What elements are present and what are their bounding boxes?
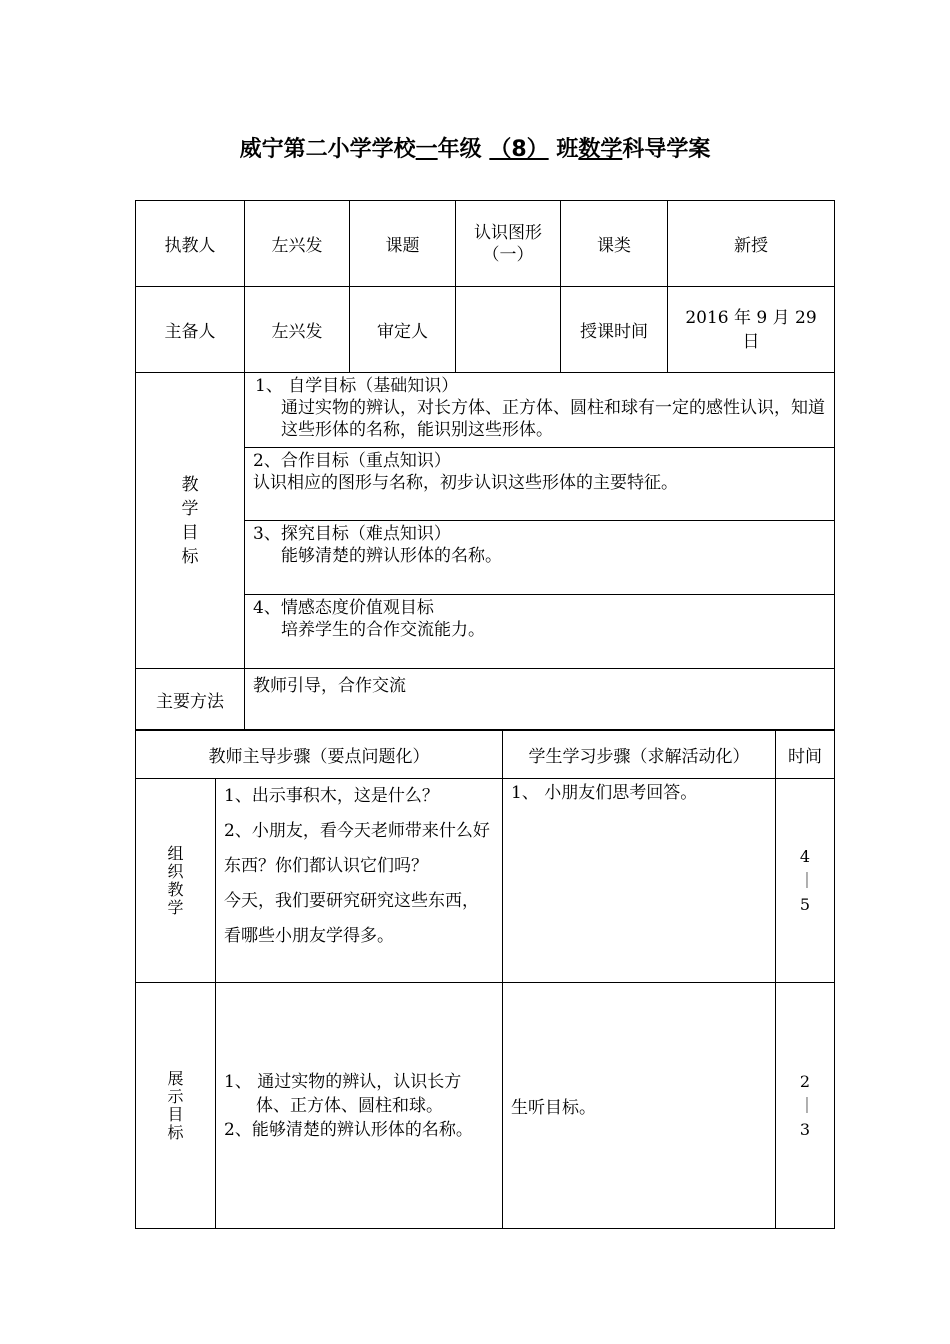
step-label: 组织教学 bbox=[167, 843, 184, 917]
step-label-cell bbox=[136, 779, 216, 983]
time-value: 4｜5 bbox=[799, 846, 816, 914]
student-steps: 生听目标。 bbox=[503, 983, 776, 1229]
goal-item bbox=[245, 521, 834, 595]
title-class-label: 班 bbox=[556, 137, 579, 162]
goal-body: 认识相应的图形与名称，初步认识这些形体的主要特征。 bbox=[253, 473, 678, 493]
preparer-value: 左兴发 bbox=[245, 287, 350, 373]
teacher-step-line: 2、小朋友，看今天老师带来什么好东西？你们都认识它们吗？ bbox=[224, 821, 490, 876]
header-teacher-steps: 教师主导步骤（要点问题化） bbox=[136, 731, 503, 779]
goal-item bbox=[245, 448, 834, 521]
date-value: 2016 年 9 月 29 日 bbox=[668, 287, 835, 373]
page-title bbox=[0, 132, 950, 163]
time-cell bbox=[776, 983, 835, 1229]
time-cell bbox=[776, 779, 835, 983]
goal-heading: 3、探究目标（难点知识） bbox=[253, 524, 451, 544]
goal-item bbox=[245, 373, 834, 448]
teacher-steps bbox=[216, 983, 503, 1229]
reviewer-label: 审定人 bbox=[350, 287, 456, 373]
goal-body: 能够清楚的辨认形体的名称。 bbox=[281, 546, 502, 566]
teacher-steps bbox=[216, 779, 503, 983]
topic-label: 课题 bbox=[350, 201, 456, 287]
goal-heading: 1、 自学目标（基础知识） bbox=[255, 376, 459, 396]
goal-item bbox=[245, 595, 834, 667]
reviewer-value bbox=[456, 287, 561, 373]
goals-label-cell bbox=[136, 373, 245, 669]
title-school: 威宁第二小学学校 bbox=[239, 137, 416, 162]
date-label: 授课时间 bbox=[561, 287, 668, 373]
title-grade: 一 bbox=[415, 137, 438, 162]
teacher-step-line: 1、出示事积木，这是什么？ bbox=[224, 786, 439, 806]
teacher-step-line: 今天，我们要研究研究这些东西，看哪些小朋友学得多。 bbox=[224, 891, 479, 946]
method-label: 主要方法 bbox=[136, 669, 245, 730]
teacher-label: 执教人 bbox=[136, 201, 245, 287]
title-subject: 数学 bbox=[578, 137, 623, 162]
title-grade-label: 年级 bbox=[437, 137, 482, 162]
goal-body: 培养学生的合作交流能力。 bbox=[281, 620, 485, 640]
header-time: 时间 bbox=[776, 731, 835, 779]
student-steps: 1、 小朋友们思考回答。 bbox=[503, 779, 776, 983]
type-label: 课类 bbox=[561, 201, 668, 287]
title-class: （8） bbox=[489, 137, 549, 162]
steps-table bbox=[135, 730, 835, 1229]
time-value: 2｜3 bbox=[799, 1071, 816, 1139]
preparer-label: 主备人 bbox=[136, 287, 245, 373]
goals-label: 教学目标 bbox=[181, 474, 199, 567]
teacher-step-line: 1、 通过实物的辨认，认识长方体、正方体、圆柱和球。 bbox=[224, 1071, 462, 1116]
step-label: 展示目标 bbox=[167, 1068, 184, 1142]
goal-body: 通过实物的辨认，对长方体、正方体、圆柱和球有一定的感性认识，知道这些形体的名称，能识别这些形体。 bbox=[281, 398, 825, 440]
topic-value: 认识图形（一） bbox=[456, 201, 561, 287]
header-student-steps: 学生学习步骤（求解活动化） bbox=[503, 731, 776, 779]
goal-heading: 4、情感态度价值观目标 bbox=[253, 598, 434, 618]
goals-cell bbox=[245, 373, 835, 669]
method-value: 教师引导，合作交流 bbox=[245, 669, 835, 730]
teacher-step-line: 2、能够清楚的辨认形体的名称。 bbox=[224, 1119, 473, 1140]
step-label-cell bbox=[136, 983, 216, 1229]
title-suffix: 科导学案 bbox=[622, 137, 711, 162]
type-value: 新授 bbox=[668, 201, 835, 287]
lesson-info-table bbox=[135, 200, 835, 730]
goal-heading: 2、合作目标（重点知识） bbox=[253, 451, 451, 471]
teacher-value: 左兴发 bbox=[245, 201, 350, 287]
